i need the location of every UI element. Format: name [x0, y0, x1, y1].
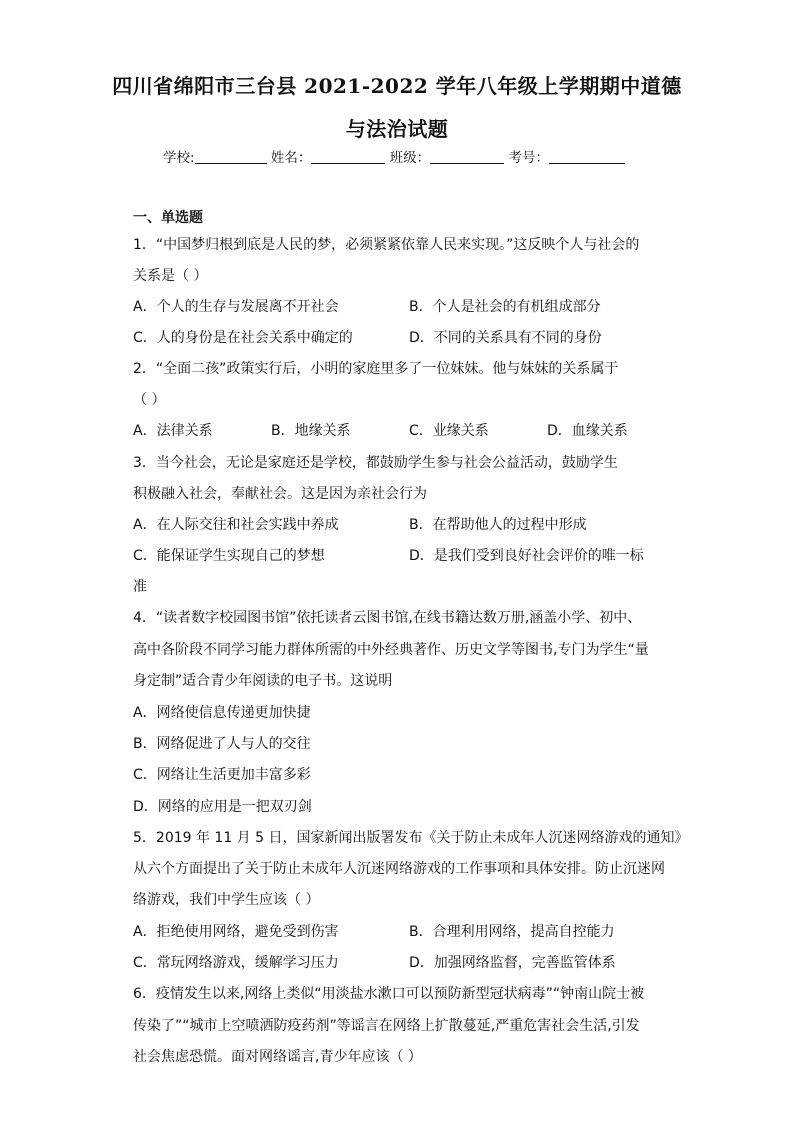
question-1-option-b[interactable]: B．个人是社会的有机组成部分 [409, 299, 601, 315]
question-3-option-b[interactable]: B．在帮助他人的过程中形成 [409, 517, 587, 533]
school-blank[interactable] [195, 149, 267, 164]
exam-title-line-2: 与法治试题 [345, 117, 449, 141]
question-4-option-a[interactable]: A．网络使信息传递更加快捷 [133, 705, 311, 721]
name-label: 姓名： [270, 150, 312, 166]
name-blank[interactable] [311, 149, 385, 164]
question-3-line-1: 3．当今社会，无论是家庭还是学校，都鼓励学生参与社会公益活动，鼓励学生 [133, 455, 618, 471]
question-2-line-2: （ ） [133, 392, 166, 408]
exam-title-line-1: 四川省绵阳市三台县 2021-2022 学年八年级上学期期中道德 [112, 74, 682, 98]
question-5-option-b[interactable]: B．合理利用网络，提高自控能力 [409, 924, 615, 940]
question-5-option-a[interactable]: A．拒绝使用网络，避免受到伤害 [133, 924, 339, 940]
question-5-option-c[interactable]: C．常玩网络游戏，缓解学习压力 [133, 955, 339, 971]
question-2-option-a[interactable]: A．法律关系 [133, 423, 213, 439]
question-2-line-1: 2．“全面二孩”政策实行后，小明的家庭里多了一位妹妹。他与妹妹的关系属于 [133, 361, 619, 377]
question-4-line-2: 高中各阶段不同学习能力群体所需的中外经典著作、历史文学等图书,专门为学生“量 [133, 642, 649, 658]
question-4-option-b[interactable]: B．网络促进了人与人的交往 [133, 736, 311, 752]
question-3-line-2: 积极融入社会，奉献社会。这是因为亲社会行为 [133, 486, 427, 502]
exam-number-label: 考号： [508, 150, 549, 166]
section-title: 一、单选题 [133, 210, 203, 226]
question-3-option-a[interactable]: A．在人际交往和社会实践中养成 [133, 517, 339, 533]
question-4-option-d[interactable]: D．网络的应用是一把双刃剑 [133, 799, 312, 815]
question-1-option-a[interactable]: A．个人的生存与发展离不开社会 [133, 299, 339, 315]
question-1-line-1: 1．“中国梦归根到底是人民的梦，必须紧紧依靠人民来实现。”这反映个人与社会的 [133, 237, 640, 253]
question-4-line-1: 4．“读者数字校园图书馆”依托读者云图书馆,在线书籍达数万册,涵盖小学、初中、 [133, 610, 642, 626]
question-5-line-2: 从六个方面提出了关于防止未成年人沉迷网络游戏的工作事项和具体安排。防止沉迷网 [133, 861, 665, 877]
student-info-row [163, 146, 625, 166]
question-1-option-d[interactable]: D．不同的关系具有不同的身份 [409, 330, 602, 346]
question-3-option-d[interactable]: D．是我们受到良好社会评价的唯一标 [409, 548, 644, 564]
question-6-line-2: 传染了”“城市上空喷洒防疫药剂”等谣言在网络上扩散蔓延,严重危害社会生活,引发 [133, 1018, 640, 1034]
question-6-line-1: 6．疫情发生以来,网络上类似“用淡盐水漱口可以预防新型冠状病毒”“钟南山院士被 [133, 986, 645, 1002]
question-6-line-3: 社会焦虑恐慌。面对网络谣言,青少年应该（ ） [133, 1049, 422, 1065]
question-4-line-3: 身定制”适合青少年阅读的电子书。这说明 [133, 673, 393, 689]
question-1-option-c[interactable]: C．人的身份是在社会关系中确定的 [133, 330, 353, 346]
question-3-option-d-continued: 准 [133, 579, 147, 595]
exam-number-blank[interactable] [549, 149, 625, 164]
class-blank[interactable] [430, 149, 504, 164]
question-2-option-b[interactable]: B．地缘关系 [271, 423, 351, 439]
question-3-option-c[interactable]: C．能保证学生实现自己的梦想 [133, 548, 325, 564]
question-2-option-d[interactable]: D．血缘关系 [547, 423, 628, 439]
question-2-option-c[interactable]: C．业缘关系 [409, 423, 489, 439]
question-5-option-d[interactable]: D．加强网络监督，完善监管体系 [409, 955, 616, 971]
question-1-line-2: 关系是（ ） [133, 268, 208, 284]
class-label: 班级： [389, 150, 431, 166]
question-4-option-c[interactable]: C．网络让生活更加丰富多彩 [133, 767, 311, 783]
question-5-line-1: 5．2019 年 11 月 5 日，国家新闻出版署发布《关于防止未成年人沉迷网络游戏的通知》 [133, 830, 689, 846]
school-label: 学校: [163, 150, 195, 166]
question-5-line-3: 络游戏，我们中学生应该（ ） [133, 892, 320, 908]
